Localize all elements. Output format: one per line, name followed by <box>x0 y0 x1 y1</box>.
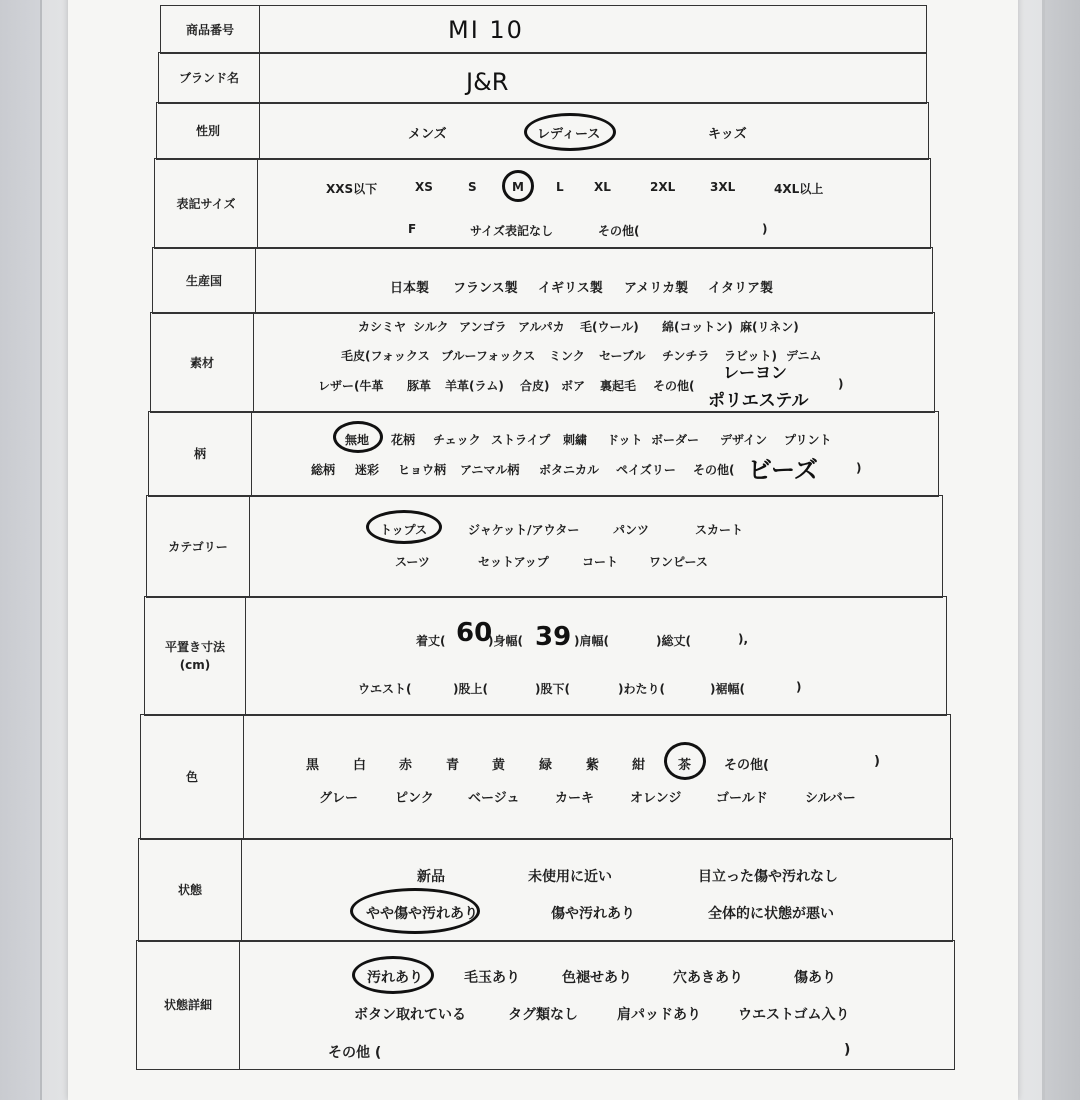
measure-hem: )裾幅( <box>710 682 745 696</box>
material-other-close: ) <box>838 377 844 391</box>
color-orange: オレンジ <box>630 791 682 806</box>
size-none: サイズ表記なし <box>470 224 554 238</box>
color-other-open: その他( <box>724 758 769 773</box>
circle-condition-some-damage <box>350 888 480 934</box>
condition-new: 新品 <box>417 869 445 885</box>
form-sheet <box>68 0 1018 1100</box>
label-gender <box>156 102 260 160</box>
pattern-other-close: ) <box>856 461 862 475</box>
category-suit: スーツ <box>395 555 430 569</box>
label-product-no-text: 商品番号 <box>185 22 234 37</box>
size-l: L <box>556 180 564 194</box>
circle-size-m <box>502 170 534 202</box>
handwritten-material-rayon: レーヨン <box>723 363 788 382</box>
color-gold: ゴールド <box>716 791 768 806</box>
color-green: 緑 <box>539 758 553 773</box>
label-detail-text: 状態詳細 <box>163 998 212 1012</box>
cell-category <box>248 495 943 598</box>
material-pigskin: 豚革 <box>407 379 432 393</box>
color-other-close: ) <box>874 754 880 769</box>
size-2xl: 2XL <box>650 180 676 194</box>
label-detail <box>136 940 240 1070</box>
detail-button: ボタン取れている <box>354 1007 466 1023</box>
label-country-text: 生産国 <box>185 273 222 288</box>
label-measure <box>144 596 246 716</box>
material-mink: ミンク <box>549 349 585 363</box>
pattern-print: プリント <box>784 433 832 447</box>
category-tops: トップス <box>380 523 428 537</box>
pattern-paisley: ペイズリー <box>616 463 676 477</box>
size-xs: XS <box>415 180 433 194</box>
measure-width: )身幅( <box>488 634 523 648</box>
measure-inseam: )股下( <box>535 682 570 696</box>
size-4xl: 4XL以上 <box>774 182 824 196</box>
measure-length: 着丈( <box>416 634 446 648</box>
material-boa: ボア <box>561 379 586 393</box>
condition-some-damage: やや傷や汚れあり <box>366 906 478 922</box>
handwritten-brand: J&R <box>466 68 509 96</box>
country-usa: アメリカ製 <box>624 281 689 296</box>
label-color <box>140 714 244 840</box>
detail-fading: 色褪せあり <box>562 970 632 986</box>
category-skirt: スカート <box>695 523 744 537</box>
label-gender-text: 性別 <box>195 124 220 138</box>
pattern-check: チェック <box>433 433 481 447</box>
material-leather: レザー(牛革 <box>318 379 384 393</box>
material-wool: 毛(ウール) <box>580 320 639 334</box>
size-3xl: 3XL <box>710 180 736 194</box>
color-brown: 茶 <box>678 758 692 773</box>
handwritten-width: 39 <box>535 622 572 652</box>
material-synthetic: 合皮) <box>520 379 550 393</box>
pattern-animal: アニマル柄 <box>460 463 520 477</box>
label-country <box>152 247 256 314</box>
category-onepiece: ワンピース <box>649 555 708 569</box>
pattern-botanical: ボタニカル <box>539 463 600 477</box>
cell-product-no <box>258 5 927 54</box>
cell-condition <box>240 838 953 942</box>
label-condition-text: 状態 <box>177 883 202 897</box>
category-jacket: ジャケット/アウター <box>468 523 580 537</box>
cell-color <box>242 714 951 840</box>
detail-shoulder-pad: 肩パッドあり <box>617 1007 701 1023</box>
label-size <box>154 158 258 249</box>
label-size-text: 表記サイズ <box>176 196 236 211</box>
size-xxs: XXS以下 <box>326 182 378 196</box>
color-beige: ベージュ <box>468 791 520 806</box>
circle-pattern-plain <box>333 421 383 453</box>
size-m: M <box>512 180 524 194</box>
condition-bad: 全体的に状態が悪い <box>708 906 834 922</box>
color-black: 黒 <box>306 758 320 773</box>
category-setup: セットアップ <box>478 555 549 569</box>
pattern-design: デザイン <box>720 433 768 447</box>
pattern-camo: 迷彩 <box>355 463 380 477</box>
country-japan: 日本製 <box>390 281 430 296</box>
detail-pilling: 毛玉あり <box>464 970 520 986</box>
label-category-text: カテゴリー <box>168 539 228 554</box>
pattern-leopard: ヒョウ柄 <box>398 463 447 477</box>
gender-mens: メンズ <box>408 127 447 142</box>
material-other-open: その他( <box>653 379 695 393</box>
condition-near-unused: 未使用に近い <box>528 869 612 885</box>
pattern-floral: 花柄 <box>391 433 416 447</box>
condition-no-damage: 目立った傷や汚れなし <box>698 869 838 885</box>
material-cashmere: カシミヤ <box>358 320 407 334</box>
detail-no-tag: タグ類なし <box>508 1007 578 1023</box>
label-color-text: 色 <box>185 770 198 784</box>
handwritten-material-polyester: ポリエステル <box>708 391 809 411</box>
label-brand <box>158 52 260 104</box>
pattern-dot: ドット <box>607 433 643 447</box>
label-pattern <box>148 411 252 497</box>
material-rabbit: ラビット) <box>724 349 778 363</box>
size-xl: XL <box>594 180 611 194</box>
detail-other-open: その他 ( <box>328 1045 382 1061</box>
pattern-embroidery: 刺繍 <box>563 433 588 447</box>
label-category <box>146 495 250 598</box>
gender-kids: キッズ <box>708 127 747 142</box>
color-yellow: 黄 <box>492 758 506 773</box>
color-white: 白 <box>353 758 367 773</box>
size-s: S <box>468 180 477 194</box>
color-navy: 紺 <box>632 758 646 773</box>
detail-waist-rubber: ウエストゴム入り <box>738 1007 850 1023</box>
color-blue: 青 <box>446 758 460 773</box>
material-linen: 麻(リネン) <box>740 320 799 334</box>
pattern-allover: 総柄 <box>311 463 336 477</box>
circle-color-brown <box>664 742 706 780</box>
category-pants: パンツ <box>613 523 650 537</box>
label-material-text: 素材 <box>189 355 214 370</box>
measure-total: )総丈( <box>656 634 691 648</box>
color-pink: ピンク <box>395 791 434 806</box>
cell-brand <box>258 52 927 104</box>
size-f: F <box>408 222 417 236</box>
material-brushed: 裏起毛 <box>600 379 637 393</box>
detail-stain: 汚れあり <box>367 970 423 986</box>
color-khaki: カーキ <box>555 791 595 806</box>
color-gray: グレー <box>319 791 359 806</box>
handwritten-product-no: MI 10 <box>448 16 524 44</box>
circle-detail-stain <box>352 956 434 994</box>
material-angora: アンゴラ <box>459 320 507 334</box>
label-measure-wrap <box>165 638 225 674</box>
material-sable: セーブル <box>599 349 646 363</box>
measure-waist: ウエスト( <box>358 682 412 696</box>
measure-total-close: ), <box>738 632 749 646</box>
label-pattern-text: 柄 <box>193 447 206 461</box>
country-uk: イギリス製 <box>538 281 603 296</box>
circle-gender-ladies <box>524 113 616 151</box>
color-purple: 紫 <box>586 758 600 773</box>
measure-rise: )股上( <box>453 682 488 696</box>
detail-scratches: 傷あり <box>794 970 836 986</box>
material-alpaca: アルパカ <box>518 320 565 334</box>
gender-ladies: レディース <box>537 127 601 142</box>
material-fur: 毛皮(フォックス <box>341 349 430 363</box>
material-chinchilla: チンチラ <box>662 349 710 363</box>
label-product-no <box>160 5 260 54</box>
condition-damage: 傷や汚れあり <box>551 906 635 922</box>
handwritten-pattern-beads: ビーズ <box>748 456 818 484</box>
pattern-border: ボーダー <box>651 433 700 447</box>
pattern-stripe: ストライプ <box>491 433 551 447</box>
detail-holes: 穴あきあり <box>673 970 743 986</box>
material-lamb: 羊革(ラム) <box>445 379 504 393</box>
size-other-close: ) <box>762 222 768 236</box>
cell-size <box>256 158 931 249</box>
material-cotton: 綿(コットン) <box>662 320 733 334</box>
circle-category-tops <box>366 510 442 544</box>
category-coat: コート <box>582 555 619 569</box>
label-brand-text: ブランド名 <box>178 71 239 85</box>
measure-hem-close: ) <box>796 680 802 694</box>
material-bluefox: ブルーフォックス <box>441 349 536 363</box>
country-italy: イタリア製 <box>708 281 774 296</box>
pattern-plain: 無地 <box>345 433 370 447</box>
color-red: 赤 <box>399 758 413 773</box>
size-other-open: その他( <box>598 224 640 238</box>
measure-thigh: )わたり( <box>618 682 665 696</box>
label-condition <box>138 838 242 942</box>
cell-measure <box>244 596 947 716</box>
label-measure-unit: (cm) <box>179 658 211 672</box>
material-silk: シルク <box>413 320 449 334</box>
measure-shoulder: )肩幅( <box>574 634 609 648</box>
country-france: フランス製 <box>453 281 518 296</box>
label-measure-text: 平置き寸法 <box>164 640 225 654</box>
pattern-other-open: その他( <box>693 463 735 477</box>
detail-other-close: ) <box>844 1042 851 1058</box>
material-denim: デニム <box>786 349 822 363</box>
color-silver: シルバー <box>805 791 856 806</box>
handwritten-length: 60 <box>456 618 493 648</box>
label-material <box>150 312 254 413</box>
